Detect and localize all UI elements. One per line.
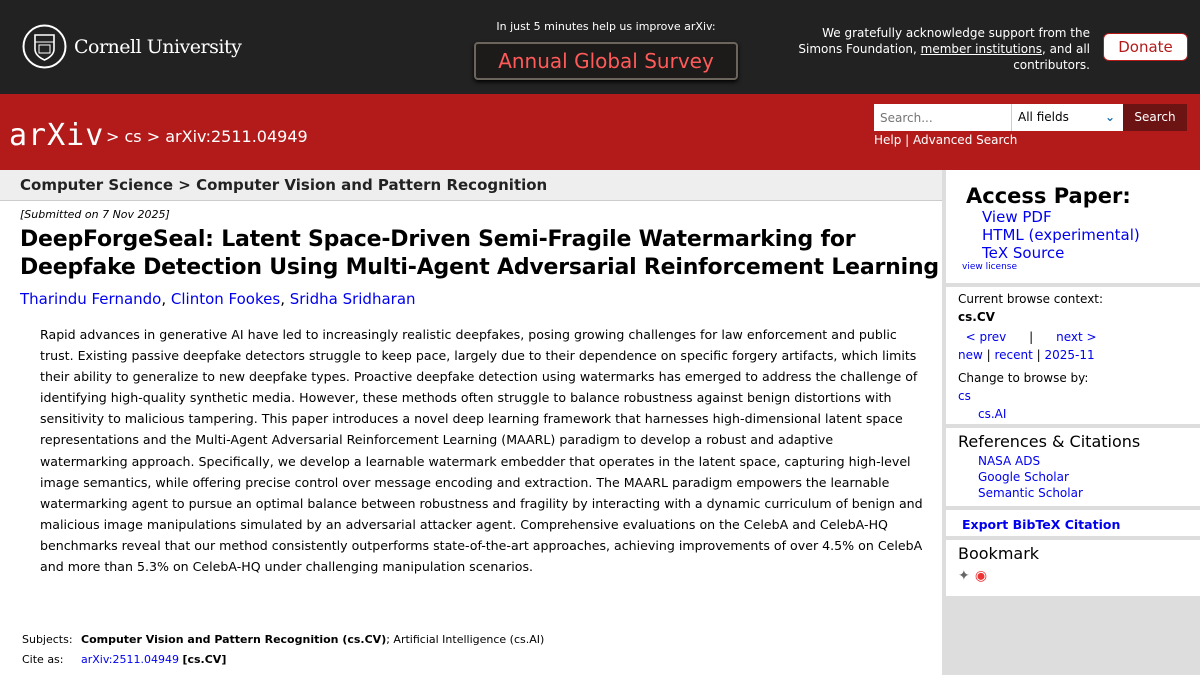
chevron-down-icon: ⌄ xyxy=(1104,110,1115,124)
authors: Tharindu Fernando, Clinton Fookes, Sridha Sridharan xyxy=(20,290,416,308)
subject-header: Computer Science > Computer Vision and Pattern Recognition xyxy=(0,170,942,201)
submitted-date: [Submitted on 7 Nov 2025] xyxy=(20,208,170,221)
advanced-search-link[interactable]: Advanced Search xyxy=(913,133,1018,147)
breadcrumb: > cs > arXiv:2511.04949 xyxy=(106,127,308,146)
new-link[interactable]: new xyxy=(958,348,983,362)
breadcrumb-cs[interactable]: cs xyxy=(124,127,142,146)
bibsonomy-icon[interactable]: ✦ xyxy=(958,568,970,584)
access-paper-title: Access Paper: xyxy=(966,184,1131,208)
primary-subject: Computer Vision and Pattern Recognition (cs.CV) xyxy=(81,633,387,646)
month-link[interactable]: 2025-11 xyxy=(1044,348,1095,362)
references-title: References & Citations xyxy=(958,432,1141,451)
cornell-logo[interactable]: Cornell University xyxy=(22,24,241,69)
metadata-table: Subjects: Computer Vision and Pattern Recognition (cs.CV); Artificial Intelligence (cs.AI) Cite as: arXiv:2511.04949 [cs.CV] xyxy=(22,633,545,666)
arxiv-logo[interactable]: arXiv xyxy=(9,118,105,153)
browse-csai-link[interactable]: cs.AI xyxy=(978,407,1007,421)
view-license-link[interactable]: view license xyxy=(962,262,1018,272)
field-select[interactable]: All fields ⌄ xyxy=(1011,104,1123,131)
search-input[interactable] xyxy=(874,104,1011,131)
survey-prompt: In just 5 minutes help us improve arXiv: xyxy=(496,20,716,33)
view-pdf-link[interactable]: View PDF xyxy=(982,208,1052,226)
author-link[interactable]: Sridha Sridharan xyxy=(289,290,416,308)
html-link[interactable]: HTML (experimental) xyxy=(982,226,1140,244)
reddit-icon[interactable]: ◉ xyxy=(974,568,988,584)
semantic-scholar-link[interactable]: Semantic Scholar xyxy=(978,486,1083,500)
prev-link[interactable]: < prev xyxy=(965,330,1007,344)
survey-button[interactable]: Annual Global Survey xyxy=(474,42,738,80)
abstract-text: Rapid advances in generative AI have led to increasingly realistic deepfakes, posing growing challenges for law enforcement and public trust. Existing passive deepfake detectors struggle to keep pace, largely due to their dependence on specific forgery artifacts, which limits their ability to generalize to new deepfake types. Proactive deepfake detection using watermarks has emerged to address the challenge of identifying high-quality synthetic media. However, these methods often struggle to balance robustness against benign distortions with sensitivity to malicious tampering. This paper introduces a novel deep learning framework that harnesses high-dimensional latent space representations and the Multi-Agent Adversarial Reinforcement Learning (MAARL) paradigm to develop a robust and adaptive watermarking approach. Specifically, we develop a learnable watermark embedder that operates in the latent space, capturing high-level image semantics, while offering precise control over message encoding and extraction. The MAARL paradigm empowers the learnable watermarking agent to pursue an optimal balance between robustness and fragility by interacting with a dynamic curriculum of benign and malicious image manipulations simulated by an adversarial attacker agent. Comprehensive evaluations on the CelebA and CelebA-HQ benchmarks reveal that our method consistently outperforms state-of-the-art approaches, achieving improvements of over 4.5% on CelebA and more than 5.3% on CelebA-HQ under challenging manipulation scenarios. xyxy=(40,327,923,575)
sidebar: Access Paper: View PDF HTML (experimental) TeX Source view license Current browse context: cs.CV < prev | next > new | recent | 2025-11 Change to browse by: cs cs.AI References & Citations NASA ADS Google Scholar Semantic Scholar Export BibTeX Citation Bookmark ✦ ◉ xyxy=(942,170,1200,675)
browse-cs-link[interactable]: cs xyxy=(958,389,971,403)
author-link[interactable]: Tharindu Fernando xyxy=(20,290,162,308)
help-link[interactable]: Help xyxy=(874,133,902,147)
tex-source-link[interactable]: TeX Source xyxy=(982,244,1065,262)
nasa-ads-link[interactable]: NASA ADS xyxy=(978,454,1041,468)
cornell-seal-icon xyxy=(22,24,67,69)
arxiv-header: arXiv > cs > arXiv:2511.04949 Search... All fields ⌄ Search Help | Advanced Search xyxy=(0,94,1200,170)
acknowledgement: We gratefully acknowledge support from the Simons Foundation, member institutions, and all contributors. xyxy=(798,26,1090,72)
google-scholar-link[interactable]: Google Scholar xyxy=(978,470,1069,484)
bookmark-title: Bookmark xyxy=(958,544,1040,563)
member-institutions-link[interactable]: member institutions xyxy=(920,42,1042,56)
next-link[interactable]: next > xyxy=(1056,330,1097,344)
browse-context: cs.CV xyxy=(958,310,995,324)
top-banner xyxy=(0,0,1200,94)
search-button[interactable]: Search xyxy=(1123,104,1187,131)
recent-link[interactable]: recent xyxy=(994,348,1033,362)
donate-button[interactable]: Donate xyxy=(1103,33,1188,61)
paper-title: DeepForgeSeal: Latent Space-Driven Semi-Fragile Watermarking for Deepfake Detection Using Multi-Agent Adversarial Reinforcement Learning xyxy=(20,227,939,280)
author-link[interactable]: Clinton Fookes xyxy=(170,290,281,308)
cite-link[interactable]: arXiv:2511.04949 xyxy=(81,653,179,666)
breadcrumb-id: arXiv:2511.04949 xyxy=(165,127,308,146)
abstract-page xyxy=(0,170,942,666)
export-bibtex-link[interactable]: Export BibTeX Citation xyxy=(962,517,1121,532)
